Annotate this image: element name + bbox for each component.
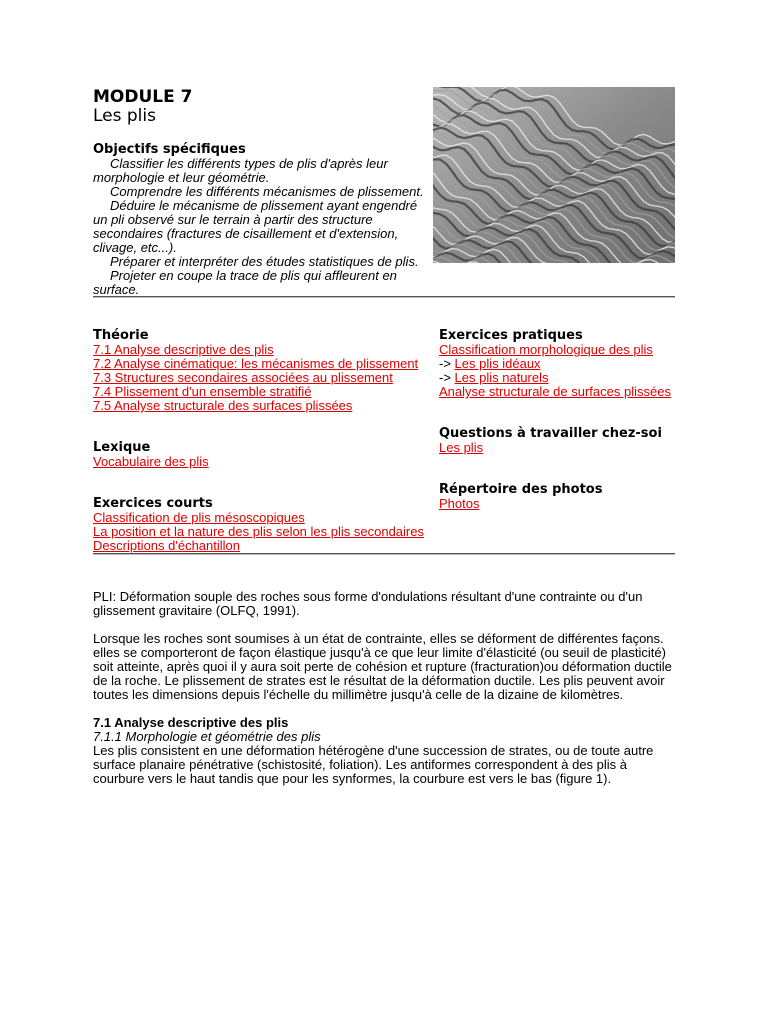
objective-line: Comprendre les différents mécanismes de plissement. (110, 184, 424, 199)
photos-section (439, 483, 675, 511)
exercices-courts-heading: Exercices courts (93, 496, 213, 511)
module-subtitle: Les plis (93, 106, 156, 126)
subsection-heading: 7.1.1 Morphologie et géométrie des plis (93, 729, 321, 744)
theorie-link[interactable]: 7.3 Structures secondaires associées au plissement (93, 370, 393, 385)
lexique-section (93, 441, 433, 469)
arrow-prefix: -> (439, 356, 455, 371)
lexique-links (93, 455, 433, 469)
exercices-courts-link[interactable]: La position et la nature des plis selon les plis secondaires (93, 524, 424, 539)
objective-line: clivage, etc...). (93, 240, 177, 255)
objective-line: Déduire le mécanisme de plissement ayant engendré (110, 198, 418, 213)
exercices-pratiques-item (439, 371, 675, 385)
objectives-heading: Objectifs spécifiques (93, 142, 246, 157)
exercices-pratiques-links (439, 343, 675, 399)
questions-heading: Questions à travailler chez-soi (439, 426, 662, 441)
exercices-courts-section (93, 497, 433, 553)
exercices-pratiques-link[interactable]: Les plis naturels (454, 370, 549, 385)
objectives-list (93, 157, 428, 297)
folded-rock-photo (433, 87, 675, 263)
questions-links (439, 441, 675, 455)
section-text: Les plis consistent en une déformation hétérogène d'une succession de strates, ou de toute autre surface planaire pénétrative (schistosité, foliation). Les antiformes correspondent à des plis à courbure vers le haut tandis que pour les synformes, la courbure est vers le bas (figure 1). (93, 743, 654, 786)
exercices-pratiques-link[interactable]: Les plis idéaux (454, 356, 541, 371)
objective-line: Projeter en coupe la trace de plis qui affleurent en (110, 268, 397, 283)
exercices-courts-links (93, 511, 433, 553)
objective-line: un pli observé sur le terrain à partir des structure (93, 212, 373, 227)
theorie-link[interactable]: 7.5 Analyse structurale des surfaces plissées (93, 398, 353, 413)
intro-paragraph: Lorsque les roches sont soumises à un état de contrainte, elles se déforment de différentes façons. elles se comporteront de façon élastique jusqu'à ce que leur limite d'élasticité (ou seuil de plasticité) soit atteinte, après quoi il y aura soit perte de cohésion et rupture (fracturation)ou déformation ductile de la roche. Le plissement de strates est le résultat de la déformation ductile. Les plis peuvent avoir toutes les dimensions depuis l'échelle du millimètre jusqu'à celle de la dizaine de kilomètres. (93, 631, 672, 702)
divider-bottom (93, 553, 675, 555)
arrow-prefix: -> (439, 370, 455, 385)
pli-definition: PLI: Déformation souple des roches sous forme d'ondulations résultant d'une contrainte ou d'un glissement gravitaire (OLFQ, 1991). (93, 589, 643, 618)
photos-links (439, 497, 675, 511)
photos-heading: Répertoire des photos (439, 482, 603, 497)
objective-line: Préparer et interpréter des études statistiques de plis. (110, 254, 419, 269)
lexique-heading: Lexique (93, 440, 151, 455)
theorie-link[interactable]: 7.4 Plissement d'un ensemble stratifié (93, 384, 312, 399)
exercices-courts-link[interactable]: Classification de plis mésoscopiques (93, 510, 305, 525)
exercices-pratiques-section (439, 329, 675, 399)
exercices-pratiques-item (439, 343, 675, 357)
theorie-heading: Théorie (93, 328, 149, 343)
folded-rock-photo-image (433, 87, 675, 263)
exercices-pratiques-heading: Exercices pratiques (439, 328, 583, 343)
divider-top (93, 296, 675, 298)
exercices-pratiques-item (439, 357, 675, 371)
objective-line: secondaires (fractures de cisaillement et d'extension, (93, 226, 399, 241)
lexique-link[interactable]: Vocabulaire des plis (93, 454, 209, 469)
objectives-section (93, 143, 428, 297)
exercices-pratiques-link[interactable]: Classification morphologique des plis (439, 342, 653, 357)
theorie-link[interactable]: 7.1 Analyse descriptive des plis (93, 342, 274, 357)
exercices-pratiques-item (439, 385, 675, 399)
theorie-links (93, 343, 433, 413)
exercices-courts-link[interactable]: Descriptions d'échantillon (93, 538, 241, 553)
photos-link[interactable]: Photos (439, 496, 480, 511)
exercices-pratiques-link[interactable]: Analyse structurale de surfaces plissées (439, 384, 671, 399)
questions-link[interactable]: Les plis (439, 440, 484, 455)
section-heading: 7.1 Analyse descriptive des plis (93, 715, 289, 730)
theorie-link[interactable]: 7.2 Analyse cinématique: les mécanismes de plissement (93, 356, 419, 371)
objective-line: Classifier les différents types de plis d'après leur (110, 156, 388, 171)
body-content (93, 590, 673, 786)
questions-section (439, 427, 675, 455)
objective-line: morphologie et leur géométrie. (93, 170, 270, 185)
module-title: MODULE 7 (93, 87, 193, 107)
theorie-section (93, 329, 433, 413)
objective-line: surface. (93, 282, 140, 297)
